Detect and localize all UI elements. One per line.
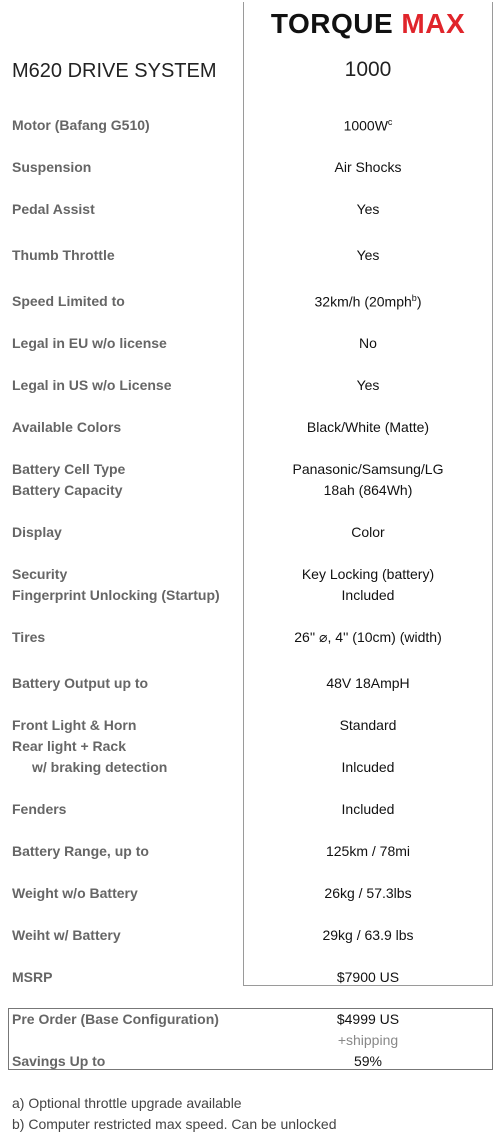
table-title: M620 DRIVE SYSTEM — [12, 60, 217, 82]
row-label-cell-type: Battery Cell Type — [12, 461, 126, 477]
row-label-front-light: Front Light & Horn — [12, 717, 137, 733]
row-label-weight-without-battery: Weight w/o Battery — [12, 885, 138, 901]
row-value-weight-with-battery: 29kg / 63.9 lbs — [322, 927, 414, 943]
row-value-range: 125km / 78mi — [325, 843, 411, 859]
row-label-legal-eu: Legal in EU w/o license — [12, 335, 167, 351]
row-value-fenders: Included — [341, 801, 395, 817]
row-label-colors: Available Colors — [12, 419, 122, 435]
row-label-display: Display — [12, 524, 62, 540]
row-value-suspension: Air Shocks — [334, 159, 402, 175]
row-value-braking-detection: Inlcuded — [341, 759, 395, 775]
row-value-capacity: 18ah (864Wh) — [323, 482, 413, 498]
brand-part-2: MAX — [401, 8, 466, 39]
row-value-legal-us: Yes — [356, 377, 380, 393]
row-label-fenders: Fenders — [12, 801, 67, 817]
footnote-marker-b: b — [411, 293, 417, 303]
row-value-msrp: $7900 US — [336, 969, 400, 985]
row-label-weight-with-battery: Weiht w/ Battery — [12, 927, 121, 943]
row-value-cell-type: Panasonic/Samsung/LG — [292, 461, 444, 477]
row-value-motor — [243, 117, 493, 134]
row-label-msrp: MSRP — [12, 969, 53, 985]
row-label-braking-detection: w/ braking detection — [32, 759, 168, 775]
row-label-legal-us: Legal in US w/o License — [12, 377, 172, 393]
row-label-motor: Motor (Bafang G510) — [12, 117, 150, 133]
row-value-security: Key Locking (battery) — [301, 566, 435, 582]
row-value-colors: Black/White (Matte) — [306, 419, 430, 435]
footnote-b: b) Computer restricted max speed. Can be unlocked — [12, 1116, 337, 1132]
row-value-fingerprint: Included — [341, 587, 395, 603]
row-label-security: Security — [12, 566, 68, 582]
preorder-price: $4999 US — [336, 1011, 400, 1027]
row-label-suspension: Suspension — [12, 159, 92, 175]
row-value-front-light: Standard — [339, 717, 397, 733]
savings-label: Savings Up to — [12, 1053, 106, 1069]
row-label-rear-light: Rear light + Rack — [12, 738, 126, 754]
row-label-battery-output: Battery Output up to — [12, 675, 149, 691]
savings-value: 59% — [353, 1053, 383, 1069]
row-label-pedal-assist: Pedal Assist — [12, 201, 95, 217]
row-value-weight-without-battery: 26kg / 57.3lbs — [324, 885, 412, 901]
row-label-tires: Tires — [12, 629, 46, 645]
footnote-marker-c: c — [387, 117, 393, 127]
row-label-fingerprint: Fingerprint Unlocking (Startup) — [12, 587, 220, 603]
row-value-pedal-assist: Yes — [356, 201, 380, 217]
row-value-display: Color — [351, 524, 385, 540]
brand-part-1: TORQUE — [270, 8, 394, 39]
row-value-speed-limit — [243, 293, 493, 310]
row-label-capacity: Battery Capacity — [12, 482, 123, 498]
row-value-legal-eu: No — [359, 335, 377, 351]
row-value-battery-output: 48V 18AmpH — [326, 675, 410, 691]
row-label-thumb-throttle: Thumb Throttle — [12, 247, 115, 263]
motor-value-text: 1000W — [343, 117, 388, 134]
row-label-range: Battery Range, up to — [12, 843, 149, 859]
row-label-speed-limit: Speed Limited to — [12, 293, 125, 309]
brand-logo — [243, 8, 493, 40]
preorder-shipping: +shipping — [337, 1032, 399, 1048]
row-value-tires: 26'' ⌀, 4'' (10cm) (width) — [294, 629, 442, 645]
model-number: 1000 — [344, 58, 392, 81]
preorder-label: Pre Order (Base Configuration) — [12, 1011, 219, 1027]
footnote-a: a) Optional throttle upgrade available — [12, 1095, 242, 1111]
speed-value-suffix: ) — [416, 293, 422, 310]
row-value-thumb-throttle: Yes — [356, 247, 380, 263]
speed-value-text: 32km/h (20mph — [314, 293, 412, 310]
